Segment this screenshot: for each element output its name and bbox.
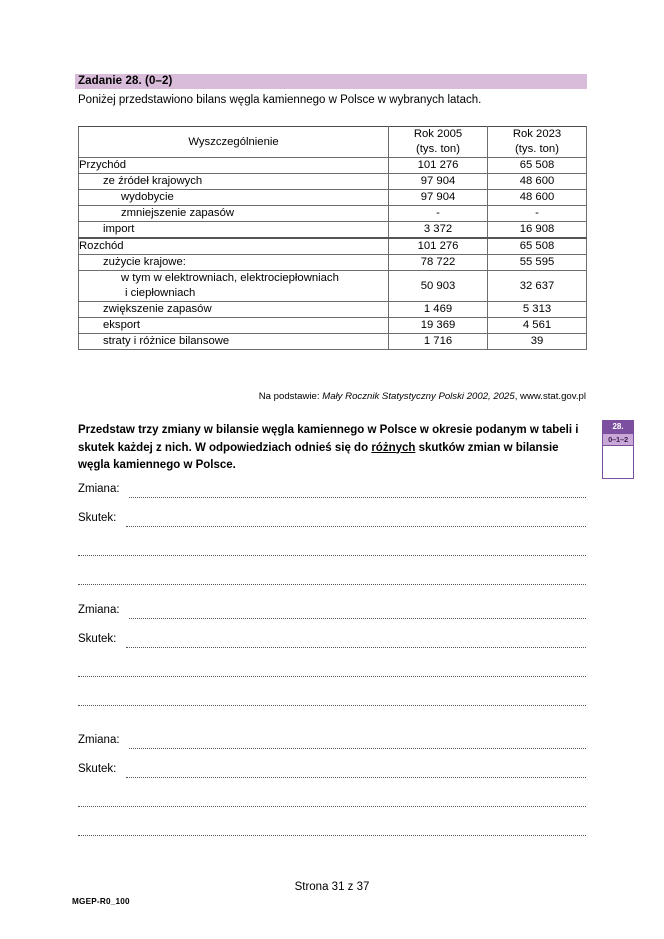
answer-label-skutek: Skutek: [78,763,117,775]
answer-line-blank-2[interactable] [78,820,586,849]
answer-label-zmiana: Zmiana: [78,483,120,495]
answer-line-skutek[interactable] [78,762,586,791]
row-label: straty i różnice bilansowe [79,334,389,350]
answer-dotted-line[interactable] [126,525,586,527]
cell-year-2005: 19 369 [389,318,488,334]
cell-year-2023: 5 313 [488,302,587,318]
table-row [79,190,587,206]
cell-year-2023: 65 508 [488,238,587,255]
prompt-part-1: Przedstaw trzy zmiany w bilansie węgla kamiennego w Polsce w okresie podanym w tabeli i skutek każdej z nich. W odpowiedziach odnieś się do [78,424,579,454]
score-box [602,420,634,479]
cell-year-2005: 50 903 [389,271,488,302]
cell-year-2005: 97 904 [389,174,488,190]
answer-dotted-line[interactable] [78,675,586,677]
row-label: Rozchód [79,238,389,255]
cell-year-2023: 48 600 [488,190,587,206]
table-row [79,318,587,334]
score-box-blank-field[interactable] [603,446,633,478]
row-label: zwiększenie zapasów [79,302,389,318]
row-label-continuation: i ciepłowniach [125,287,196,299]
task-banner [75,74,587,89]
table-body [79,158,587,350]
answer-block [78,603,586,719]
answer-dotted-line[interactable] [129,496,586,498]
header-specification: Wyszczególnienie [79,127,389,158]
table-row [79,222,587,239]
source-title: Mały Rocznik Statystyczny Polski 2002, 2025 [322,391,515,402]
header-year-2005 [389,127,488,158]
header-year-2005-unit: (tys. ton) [416,143,460,155]
row-label: wydobycie [79,190,389,206]
table-row [79,206,587,222]
cell-year-2023: 65 508 [488,158,587,174]
table-row [79,238,587,255]
header-year-2023-unit: (tys. ton) [515,143,559,155]
prompt-part-2: skutków zmian w bilansie węgla kamiennego w Polsce. [78,441,559,471]
header-year-2005-title: Rok 2005 [413,128,463,140]
cell-year-2023: 32 637 [488,271,587,302]
cell-year-2023: 39 [488,334,587,350]
header-year-2023 [488,127,587,158]
cell-year-2005: 97 904 [389,190,488,206]
answer-line-zmiana[interactable] [78,603,586,632]
cell-year-2005: 78 722 [389,255,488,271]
table-row [79,255,587,271]
answer-line-blank-2[interactable] [78,690,586,719]
answer-dotted-line[interactable] [129,747,586,749]
cell-year-2005: 1 716 [389,334,488,350]
source-prefix: Na podstawie: [258,391,323,402]
task-intro-text: Poniżej przedstawiono bilans węgla kamiennego w Polsce w wybranych latach. [78,94,482,106]
answer-label-zmiana: Zmiana: [78,604,120,616]
table-row [79,174,587,190]
answer-dotted-line[interactable] [78,834,586,836]
answer-block [78,482,586,598]
cell-year-2005: 101 276 [389,158,488,174]
cell-year-2005: - [389,206,488,222]
answer-dotted-line[interactable] [78,583,586,585]
answer-dotted-line[interactable] [129,617,586,619]
table-row [79,334,587,350]
cell-year-2023: 55 595 [488,255,587,271]
answer-line-blank-1[interactable] [78,661,586,690]
cell-year-2023: - [488,206,587,222]
table-row [79,158,587,174]
document-code: MGEP-R0_100 [72,897,130,906]
row-label: zmniejszenie zapasów [79,206,389,222]
row-label: ze źródeł krajowych [79,174,389,190]
score-box-task-number: 28. [603,421,633,433]
prompt-underlined-word: różnych [371,441,416,454]
answer-dotted-line[interactable] [126,776,586,778]
task-prompt [78,422,583,475]
answer-line-zmiana[interactable] [78,733,586,762]
cell-year-2005: 3 372 [389,222,488,239]
row-label: eksport [79,318,389,334]
cell-year-2023: 48 600 [488,174,587,190]
answer-dotted-line[interactable] [78,554,586,556]
answer-line-skutek[interactable] [78,511,586,540]
answer-label-skutek: Skutek: [78,633,117,645]
source-attribution [0,390,586,403]
answer-line-zmiana[interactable] [78,482,586,511]
page-indicator: Strona 31 z 37 [294,881,370,893]
answer-dotted-line[interactable] [126,646,586,648]
cell-year-2005: 1 469 [389,302,488,318]
table-row [79,271,587,302]
cell-year-2023: 4 561 [488,318,587,334]
answer-label-skutek: Skutek: [78,512,117,524]
table-row [79,302,587,318]
score-box-points: 0–1–2 [603,433,633,446]
row-label: zużycie krajowe: [79,255,389,271]
table-header-row [79,127,587,158]
answer-line-skutek[interactable] [78,632,586,661]
row-label: import [79,222,389,239]
coal-balance-table [78,126,587,350]
row-label: Przychód [79,158,389,174]
cell-year-2023: 16 908 [488,222,587,239]
header-year-2023-title: Rok 2023 [512,128,562,140]
answer-dotted-line[interactable] [78,805,586,807]
answer-block [78,733,586,849]
answer-line-blank-1[interactable] [78,540,586,569]
cell-year-2005: 101 276 [389,238,488,255]
answer-line-blank-2[interactable] [78,569,586,598]
answer-dotted-line[interactable] [78,704,586,706]
answer-line-blank-1[interactable] [78,791,586,820]
answer-label-zmiana: Zmiana: [78,734,120,746]
row-label: w tym w elektrowniach, elektrociepłowniach i ciepłowniach [79,271,389,302]
task-number-label: Zadanie 28. (0–2) [78,75,173,87]
source-suffix: , www.stat.gov.pl [514,391,586,402]
